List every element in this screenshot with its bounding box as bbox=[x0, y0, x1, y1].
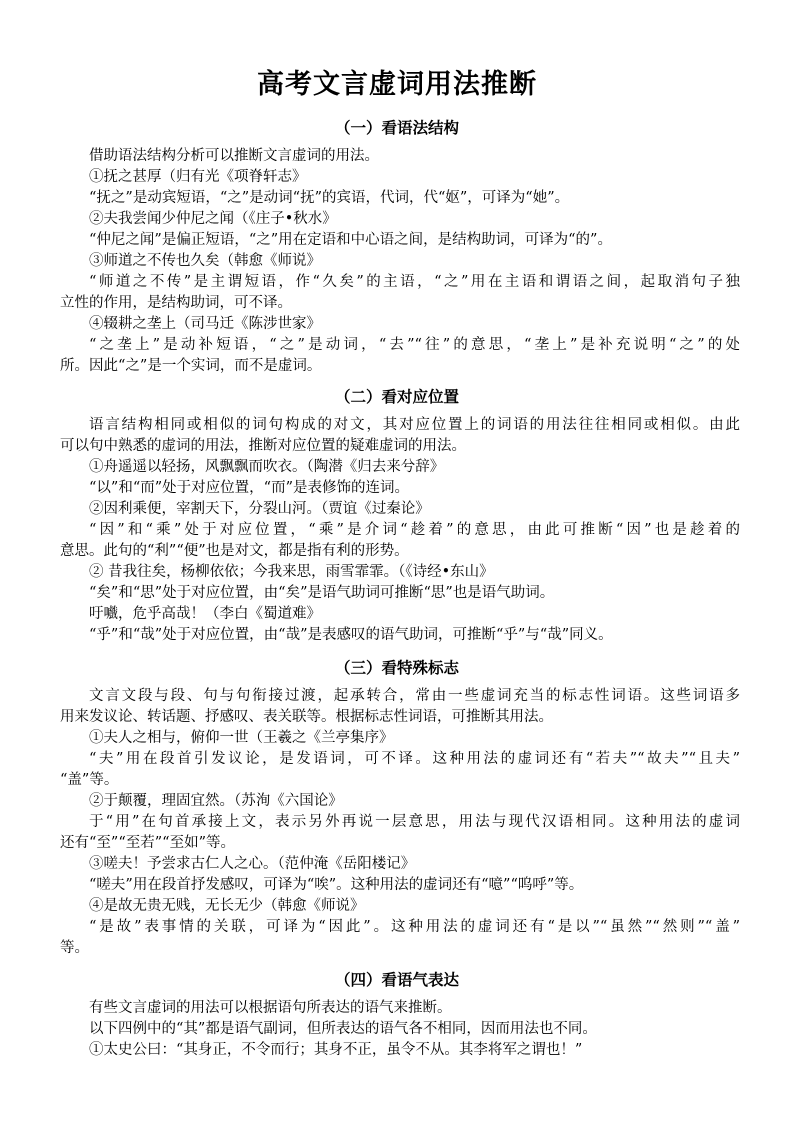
example-line: ①抚之甚厚（归有光《项脊轩志》 bbox=[89, 169, 307, 185]
section-heading-2: （二）看对应位置 bbox=[334, 388, 459, 406]
paragraph-line: “是故”表事情的关联，可译为“因此”。这种用法的虚词还有“是以”“虽然”“然则”“盖” bbox=[89, 919, 740, 935]
example-line: ③师道之不传也久矣（韩愈《师说》 bbox=[89, 253, 321, 269]
paragraph-line: “抚之”是动宾短语，“之”是动词“抚”的宾语，代词，代“妪”，可译为“她”。 bbox=[89, 190, 570, 206]
paragraph-line: 有些文言虚词的用法可以根据语句所表达的语气来推断。 bbox=[89, 1000, 452, 1016]
example-line: ①太史公曰：“其身正，不令而行；其身不正，虽令不从。其李将军之谓也！” bbox=[89, 1042, 583, 1058]
section-heading-1: （一）看语法结构 bbox=[334, 119, 459, 137]
paragraph-line: “嗟夫”用在段首抒发感叹，可译为“唉”。这种用法的虚词还有“噫”“呜呼”等。 bbox=[89, 877, 584, 893]
paragraph-line: “因”和“乘”处于对应位置，“乘”是介词“趁着”的意思，由此可推断“因”也是趁着的 bbox=[89, 522, 740, 538]
paragraph-line: “以”和“而”处于对应位置，“而”是表修饰的连词。 bbox=[89, 480, 409, 496]
section-heading-3: （三）看特殊标志 bbox=[334, 659, 459, 677]
paragraph-line: 所。因此“之”是一个实词，而不是虚词。 bbox=[60, 358, 322, 374]
paragraph-line: 文言文段与段、句与句衔接过渡，起承转合，常由一些虚词充当的标志性词语。这些词语多 bbox=[89, 688, 740, 704]
example-line: ②于颠覆，理固宜然。（苏洵《六国论》 bbox=[89, 793, 343, 809]
paragraph-line: 可以句中熟悉的虚词的用法，推断对应位置的疑难虚词的用法。 bbox=[60, 438, 466, 454]
paragraph-line: 意思。此句的“利”“便”也是对文，都是指有利的形势。 bbox=[60, 543, 409, 559]
paragraph-line: 语言结构相同或相似的词句构成的对文，其对应位置上的词语的用法往往相同或相似。由此 bbox=[89, 417, 740, 433]
example-line: ②因利乘便，宰割天下，分裂山河。（贾谊《过秦论》 bbox=[89, 501, 430, 517]
document-title: 高考文言虚词用法推断 bbox=[257, 69, 537, 100]
paragraph-line: “师道之不传”是主谓短语，作“久矣”的主语，“之”用在主语和谓语之间，起取消句子独 bbox=[89, 274, 740, 290]
section-heading-4: （四）看语气表达 bbox=[334, 971, 459, 989]
example-line: ③嗟夫！予尝求古仁人之心。（范仲淹《岳阳楼记》 bbox=[89, 856, 416, 872]
paragraph-line: 用来发议论、转话题、抒感叹、表关联等。根据标志性词语，可推断其用法。 bbox=[60, 709, 553, 725]
paragraph-line: 等。 bbox=[60, 940, 89, 956]
paragraph-line: 于“用”在句首承接上文，表示另外再说一层意思，用法与现代汉语相同。这种用法的虚词 bbox=[89, 814, 740, 830]
paragraph-line: “仲尼之闻”是偏正短语，“之”用在定语和中心语之间，是结构助词，可译为“的”。 bbox=[89, 232, 612, 248]
example-line: ② 昔我往矣，杨柳依依；今我来思，雨雪霏霏。（《诗经•东山》 bbox=[89, 564, 494, 580]
paragraph-line: “之垄上”是动补短语，“之”是动词，“去”“往”的意思，“垄上”是补充说明“之”的处 bbox=[89, 337, 740, 353]
example-line: 吁嚱，危乎高哉！（李白《蜀道难》 bbox=[89, 606, 321, 622]
paragraph-line: 以下四例中的“其”都是语气副词，但所表达的语气各不相同，因而用法也不同。 bbox=[89, 1021, 597, 1037]
paragraph-line: 借助语法结构分析可以推断文言虚词的用法。 bbox=[89, 148, 379, 164]
paragraph-line: “矣”和“思”处于对应位置，由“矣”是语气助词可推断“思”也是语气助词。 bbox=[89, 585, 555, 601]
example-line: ④是故无贵无贱，无长无少（韩愈《师说》 bbox=[89, 898, 365, 914]
example-line: ①舟遥遥以轻扬，风飘飘而吹衣。（陶潜《归去来兮辞》 bbox=[89, 459, 445, 475]
paragraph-line: “夫”用在段首引发议论，是发语词，可不译。这种用法的虚词还有“若夫”“故夫”“且夫” bbox=[89, 751, 740, 767]
paragraph-line: “盖”等。 bbox=[60, 772, 119, 788]
paragraph-line: 还有“至”“至若”“至如”等。 bbox=[60, 835, 235, 851]
example-line: ④辍耕之垄上（司马迁《陈涉世家》 bbox=[89, 316, 321, 332]
example-line: ②夫我尝闻少仲尼之闻（《庄子•秋水》 bbox=[89, 211, 337, 227]
paragraph-line: “乎”和“哉”处于对应位置，由“哉”是表感叹的语气助词，可推断“乎”与“哉”同义。 bbox=[89, 627, 613, 643]
paragraph-line: 立性的作用，是结构助词，可不译。 bbox=[60, 295, 292, 311]
example-line: ①夫人之相与，俯仰一世（王羲之《兰亭集序》 bbox=[89, 730, 394, 746]
